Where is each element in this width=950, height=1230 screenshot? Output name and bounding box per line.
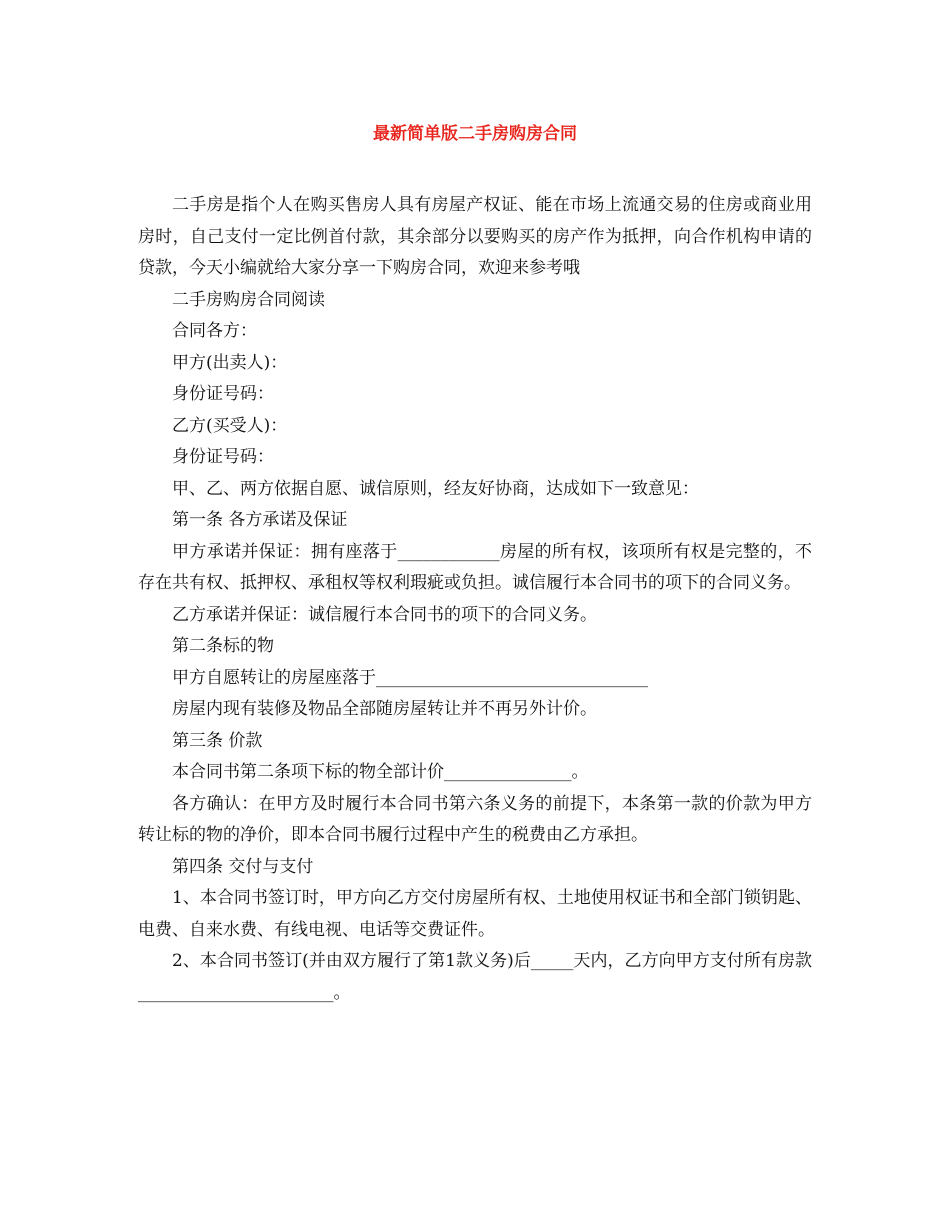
paragraph-party-b-id: 身份证号码： xyxy=(172,447,274,467)
paragraph-article-2: 第二条标的物 xyxy=(172,636,274,656)
paragraph-article-4: 第四条 交付与支付 xyxy=(172,856,314,877)
paragraph-party-a-id: 身份证号码： xyxy=(172,384,274,404)
paragraph-party-b: 乙方(买受人)： xyxy=(172,415,288,436)
document-body xyxy=(138,190,812,1009)
paragraph-agreement: 甲、乙、两方依据自愿、诚信原则，经友好协商，达成如下一致意见： xyxy=(172,478,699,499)
paragraph-decoration: 房屋内现有装修及物品全部随房屋转让并不再另外计价。 xyxy=(172,699,597,719)
paragraph-party-a-promise: 甲方承诺并保证：拥有座落于____________房屋的所有权，该项所有权是完整的，不存在共有权、抵押权、承租权等权利瑕疵或负担。诚信履行本合同书的项下的合同义务。 xyxy=(138,541,812,593)
paragraph-delivery-1: 1、本合同书签订时，甲方向乙方交付房屋所有权、土地使用权证书和全部门锁钥匙、电费、自来水费、有线电视、电话等交费证件。 xyxy=(138,888,812,940)
paragraph-party-b-promise: 乙方承诺并保证：诚信履行本合同书的项下的合同义务。 xyxy=(172,604,597,625)
paragraph-party-a: 甲方(出卖人)： xyxy=(172,352,288,373)
paragraph-article-1: 第一条 各方承诺及保证 xyxy=(172,510,348,530)
paragraph-article-3: 第三条 价款 xyxy=(172,730,263,751)
paragraph-parties: 合同各方： xyxy=(172,321,257,341)
paragraph-intro: 二手房是指个人在购买售房人具有房屋产权证、能在市场上流通交易的住房或商业用房时，自己支付一定比例首付款，其余部分以要购买的房产作为抵押，向合作机构申请的贷款，今天小编就给大家分享一下购房合同，欢迎来参考哦 xyxy=(138,195,812,278)
paragraph-heading-reading: 二手房购房合同阅读 xyxy=(172,289,325,310)
paragraph-property-location: 甲方自愿转让的房屋座落于________________________________ xyxy=(172,667,648,688)
paragraph-price: 本合同书第二条项下标的物全部计价_______________。 xyxy=(172,762,589,782)
paragraph-confirmation: 各方确认：在甲方及时履行本合同书第六条义务的前提下，本条第一款的价款为甲方转让标的物的净价，即本合同书履行过程中产生的税费由乙方承担。 xyxy=(138,793,812,845)
document-title: 最新简单版二手房购房合同 xyxy=(373,124,577,144)
paragraph-delivery-2: 2、本合同书签订(并由双方履行了第1款义务)后_____天内，乙方向甲方支付所有房款_______________________。 xyxy=(138,951,812,1003)
